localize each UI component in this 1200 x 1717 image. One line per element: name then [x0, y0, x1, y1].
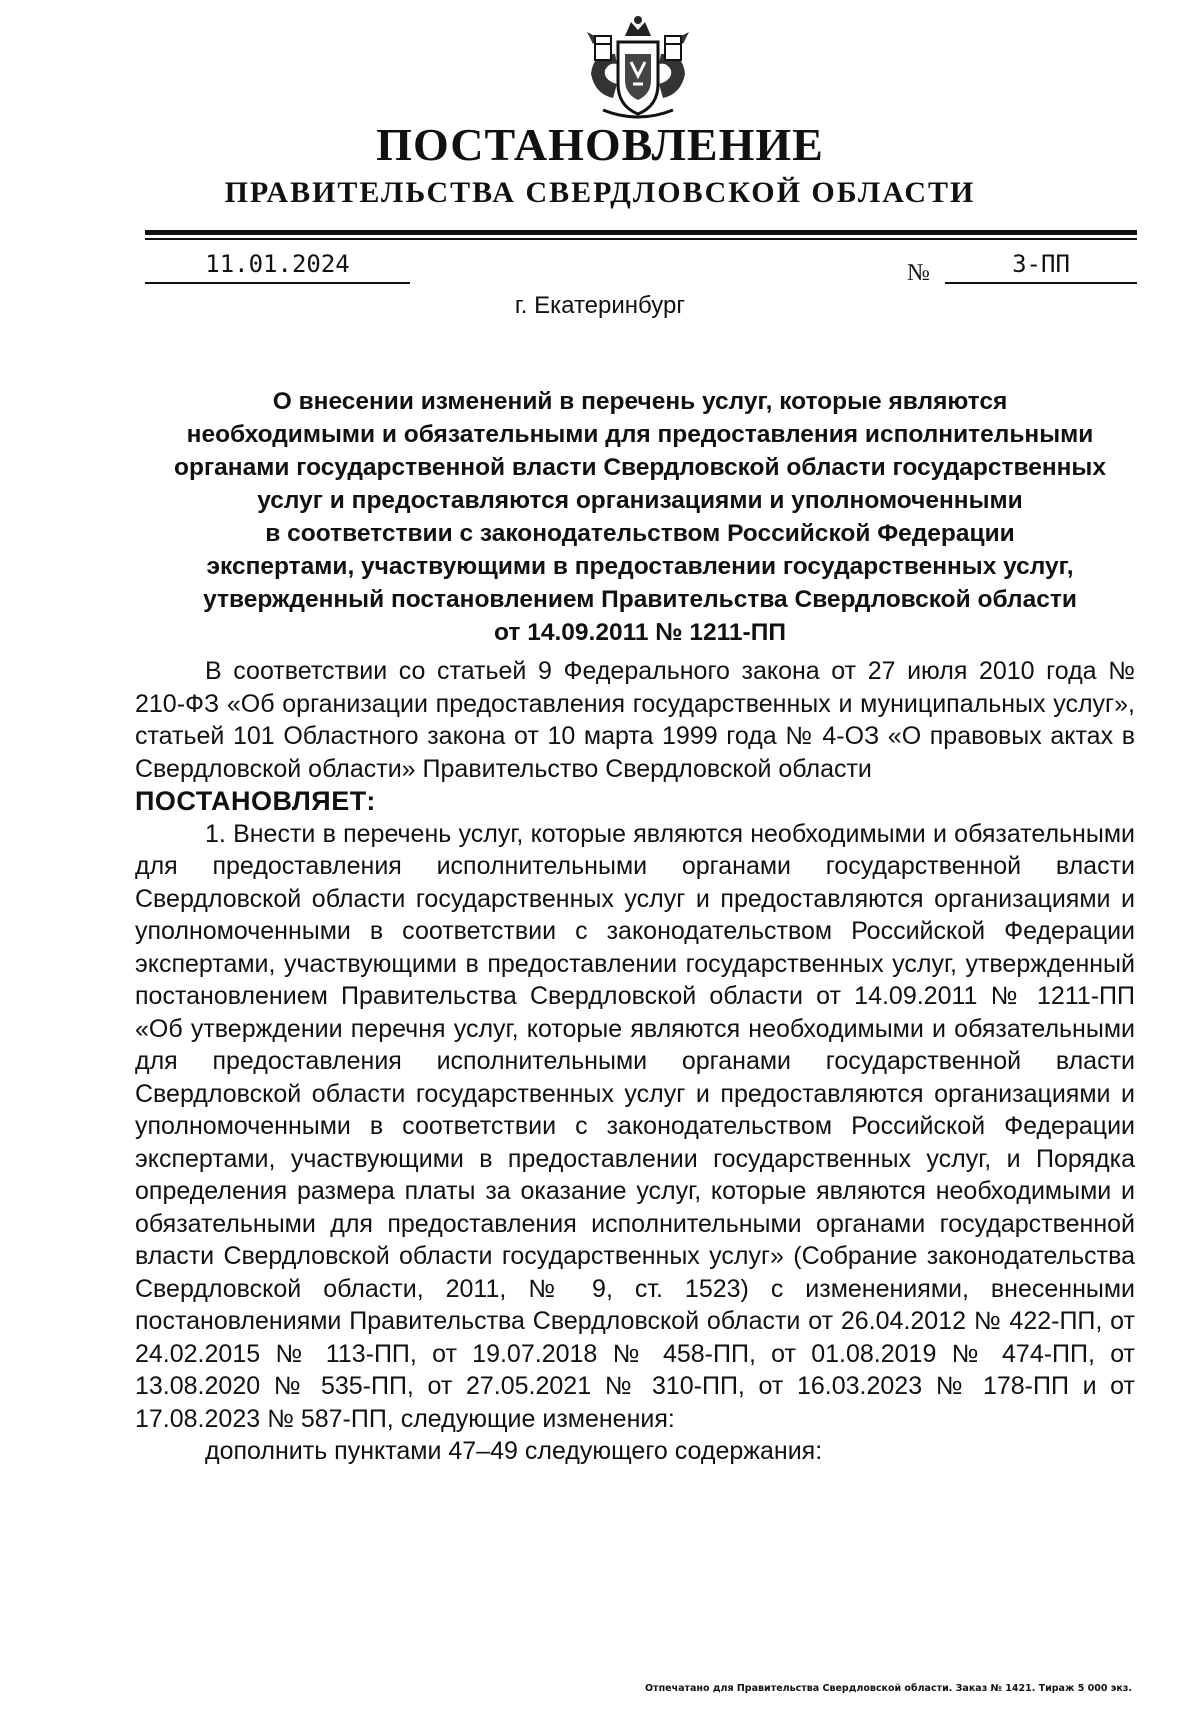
- heading-line: от 14.09.2011 № 1211-ПП: [494, 619, 786, 646]
- heading-line: органами государственной власти Свердловской области государственных: [174, 454, 1106, 481]
- coat-of-arms-icon: [573, 14, 703, 124]
- print-footer: Отпечатано для Правительства Свердловской области. Заказ № 1421. Тираж 5 000 экз.: [644, 1683, 1132, 1694]
- number-label: №: [907, 260, 930, 286]
- heading-line: О внесении изменений в перечень услуг, которые являются: [272, 388, 1008, 415]
- document-heading: [140, 385, 1140, 649]
- city: г. Екатеринбург: [514, 292, 686, 319]
- heading-line: экспертами, участвующими в предоставлении государственных услуг,: [206, 553, 1074, 580]
- document-body: [135, 655, 1135, 1468]
- item-1-paragraph: 1. Внести в перечень услуг, которые являются необходимыми и обязательными для предоставления исполнительными органами государственной власти Свердловской области государственных услуг и предоставляются организациями и уполномоченными в соответствии с законодательством Российской Федерации экспертами, участвующими в предоставлении государственных услуг, утвержденный постановлением Правительства Свердловской области от 14.09.2011 № 1211-ПП «Об утверждении перечня услуг, которые являются необходимыми и обязательными для предоставления исполнительными органами государственной власти Свердловской области государственных услуг и предоставляются организациями и уполномоченными в соответствии с законодательством Российской Федерации экспертами, участвующими в предоставлении государственных услуг, и Порядка определения размера платы за оказание услуг, которые являются необходимыми и обязательными для предоставления исполнительными органами государственной власти Свердловской области государственных услуг» (Собрание законодательства Свердловской области, 2011, № 9, ст. 1523) с изменениями, внесенными постановлениями Правительства Свердловской области от 26.04.2012 № 422-ПП, от 24.02.2015 № 113-ПП, от 19.07.2018 № 458-ПП, от 01.08.2019 № 474-ПП, от 13.08.2020 № 535-ПП, от 27.05.2021 № 310-ПП, от 16.03.2023 № 178-ПП и от 17.08.2023 № 587-ПП, следующие изменения:: [135, 819, 1135, 1433]
- decree-word: ПОСТАНОВЛЯЕТ:: [135, 786, 376, 816]
- heading-line: утвержденный постановлением Правительства Свердловской области: [203, 586, 1077, 613]
- document-date: 11.01.2024: [145, 250, 410, 284]
- item-1-sub-paragraph: дополнить пунктами 47–49 следующего содержания:: [205, 1437, 823, 1465]
- document-number: 3-ПП: [945, 250, 1137, 284]
- heading-line: необходимыми и обязательными для предоставления исполнительными: [186, 421, 1094, 448]
- document-type-title: ПОСТАНОВЛЕНИЕ: [376, 119, 824, 170]
- heading-line: в соответствии с законодательством Российской Федерации: [265, 520, 1015, 547]
- header-rule-thick: [145, 230, 1137, 235]
- preamble-paragraph: В соответствии со статьей 9 Федерального закона от 27 июля 2010 года № 210-ФЗ «Об организации предоставления государственных и муниципальных услуг», статьей 101 Областного закона от 10 марта 1999 года № 4-ОЗ «О правовых актах в Свердловской области» Правительство Свердловской области: [135, 657, 1135, 783]
- heading-line: услуг и предоставляются организациями и уполномоченными: [257, 487, 1023, 514]
- issuer-title: ПРАВИТЕЛЬСТВА СВЕРДЛОВСКОЙ ОБЛАСТИ: [224, 176, 976, 209]
- header-rule-thin: [145, 238, 1137, 240]
